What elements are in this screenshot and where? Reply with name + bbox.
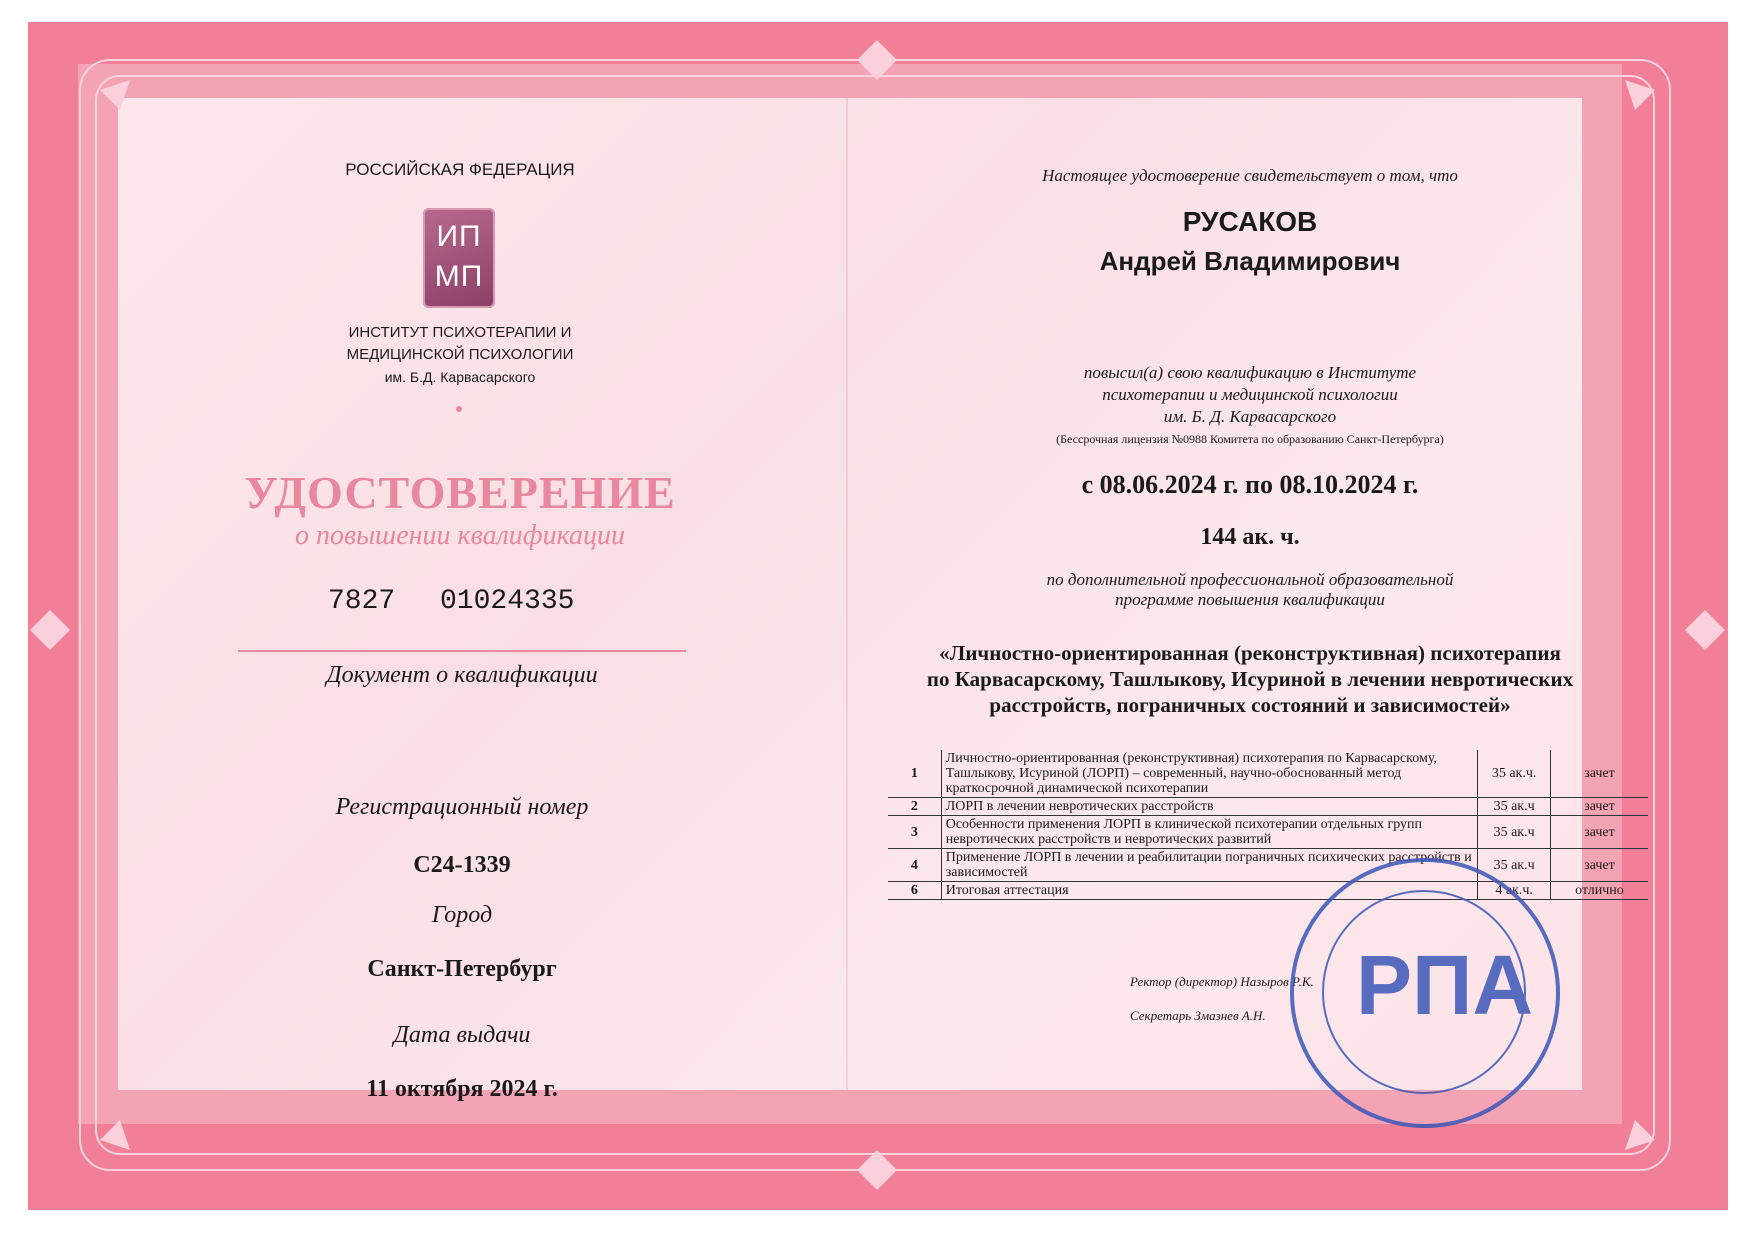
training-period: с 08.06.2024 г. по 08.10.2024 г. [1081,470,1419,499]
module-hours: 35 ак.ч [1478,849,1551,882]
course-line-3: расстройств, пограничных состояний и зависимостей» [989,693,1511,717]
issue-date-label: Дата выдачи [393,1022,531,1048]
training-hours: 144 ак. ч. [1200,524,1300,550]
city-value: Санкт-Петербург [367,956,557,982]
module-hours: 35 ак.ч [1478,798,1551,816]
issue-date-value: 11 октября 2024 г. [366,1076,558,1102]
qualification-statement [940,362,1560,428]
organization-stamp [1290,858,1560,1128]
institute-line-1: ИНСТИТУТ ПСИХОТЕРАПИИ И [348,324,572,341]
rector-signature-line: Ректор (директор) Назыров Р.К. [1130,974,1314,989]
institute-line-3: им. Б.Д. Карвасарского [384,369,536,385]
module-hours: 35 ак.ч [1478,816,1551,849]
module-result: зачет [1550,750,1648,798]
table-row [888,798,1648,816]
document-type: Документ о квалификации [326,662,598,688]
course-title [880,640,1620,718]
module-name: Итоговая аттестация [941,882,1478,900]
document-series: 7827 [328,586,396,617]
institute-name [290,322,630,388]
program-type [940,570,1560,610]
qualification-line-1: повысил(а) свою квалификацию в Институте [1083,363,1417,382]
holder-given-names: Андрей Владимирович [1099,246,1401,276]
modules-table [888,750,1648,900]
document-subtitle: о повышении квалификации [294,520,626,551]
institute-line-2: МЕДИЦИНСКОЙ ПСИХОЛОГИИ [346,346,574,363]
registration-number: С24-1339 [413,852,511,878]
registration-label: Регистрационный номер [335,794,589,820]
module-number: 4 [910,857,918,873]
qualification-line-2: психотерапии и медицинской психологии [1102,385,1398,404]
holder-surname: РУСАКОВ [1182,206,1318,237]
module-name: Применение ЛОРП в лечении и реабилитации пограничных психических расстройств и зависимостей [941,849,1478,882]
module-number: 1 [910,766,918,781]
module-hours: 35 ак.ч. [1478,750,1551,798]
course-line-1: «Личностно-ориентированная (реконструктивная) психотерапия [939,641,1561,665]
table-row [888,816,1648,849]
module-result: отлично [1550,882,1648,900]
license-note: (Бессрочная лицензия №0988 Комитета по образованию Санкт-Петербурга) [1056,432,1444,446]
intro-text: Настоящее удостоверение свидетельствует о том, что [1042,166,1458,185]
institute-logo [423,208,495,308]
document-number: 01024335 [440,586,575,617]
table-row [888,882,1648,900]
module-hours: 4 ак.ч. [1478,882,1551,900]
separator-dot [456,406,462,412]
city-label: Город [431,902,493,928]
module-name: Личностно-ориентированная (реконструктивная) психотерапия по Карвасарскому, Ташлыкову, Исуриной (ЛОРП) – современный, научно-обоснованный метод краткосрочной динамической психотерапии [941,750,1478,798]
module-result: зачет [1550,849,1648,882]
module-name: Особенности применения ЛОРП в клинической психотерапии отдельных групп невротических расстройств и невротических развитий [941,816,1478,849]
module-number: 2 [910,799,918,814]
stamp-emblem: РПА [1356,938,1534,1032]
module-result: зачет [1550,798,1648,816]
module-number: 6 [910,883,918,898]
program-line-2: программе повышения квалификации [1115,590,1385,609]
country-name: РОССИЙСКАЯ ФЕДЕРАЦИЯ [345,160,575,179]
module-result: зачет [1550,816,1648,849]
logo-text-bottom: МП [434,260,484,293]
module-name: ЛОРП в лечении невротических расстройств [941,798,1478,816]
table-row [888,849,1648,882]
secretary-signature-line: Секретарь Змазнев А.Н. [1130,1008,1266,1023]
qualification-line-3: им. Б. Д. Карвасарского [1163,407,1337,426]
course-line-2: по Карвасарскому, Ташлыкову, Исуриной в лечении невротических [926,667,1574,691]
table-row [888,750,1648,798]
document-title: УДОСТОВЕРЕНИЕ [244,467,676,518]
module-number: 3 [910,824,918,840]
title-divider [238,650,686,652]
logo-text-top: ИП [436,220,482,253]
program-line-1: по дополнительной профессиональной образовательной [1046,570,1454,589]
